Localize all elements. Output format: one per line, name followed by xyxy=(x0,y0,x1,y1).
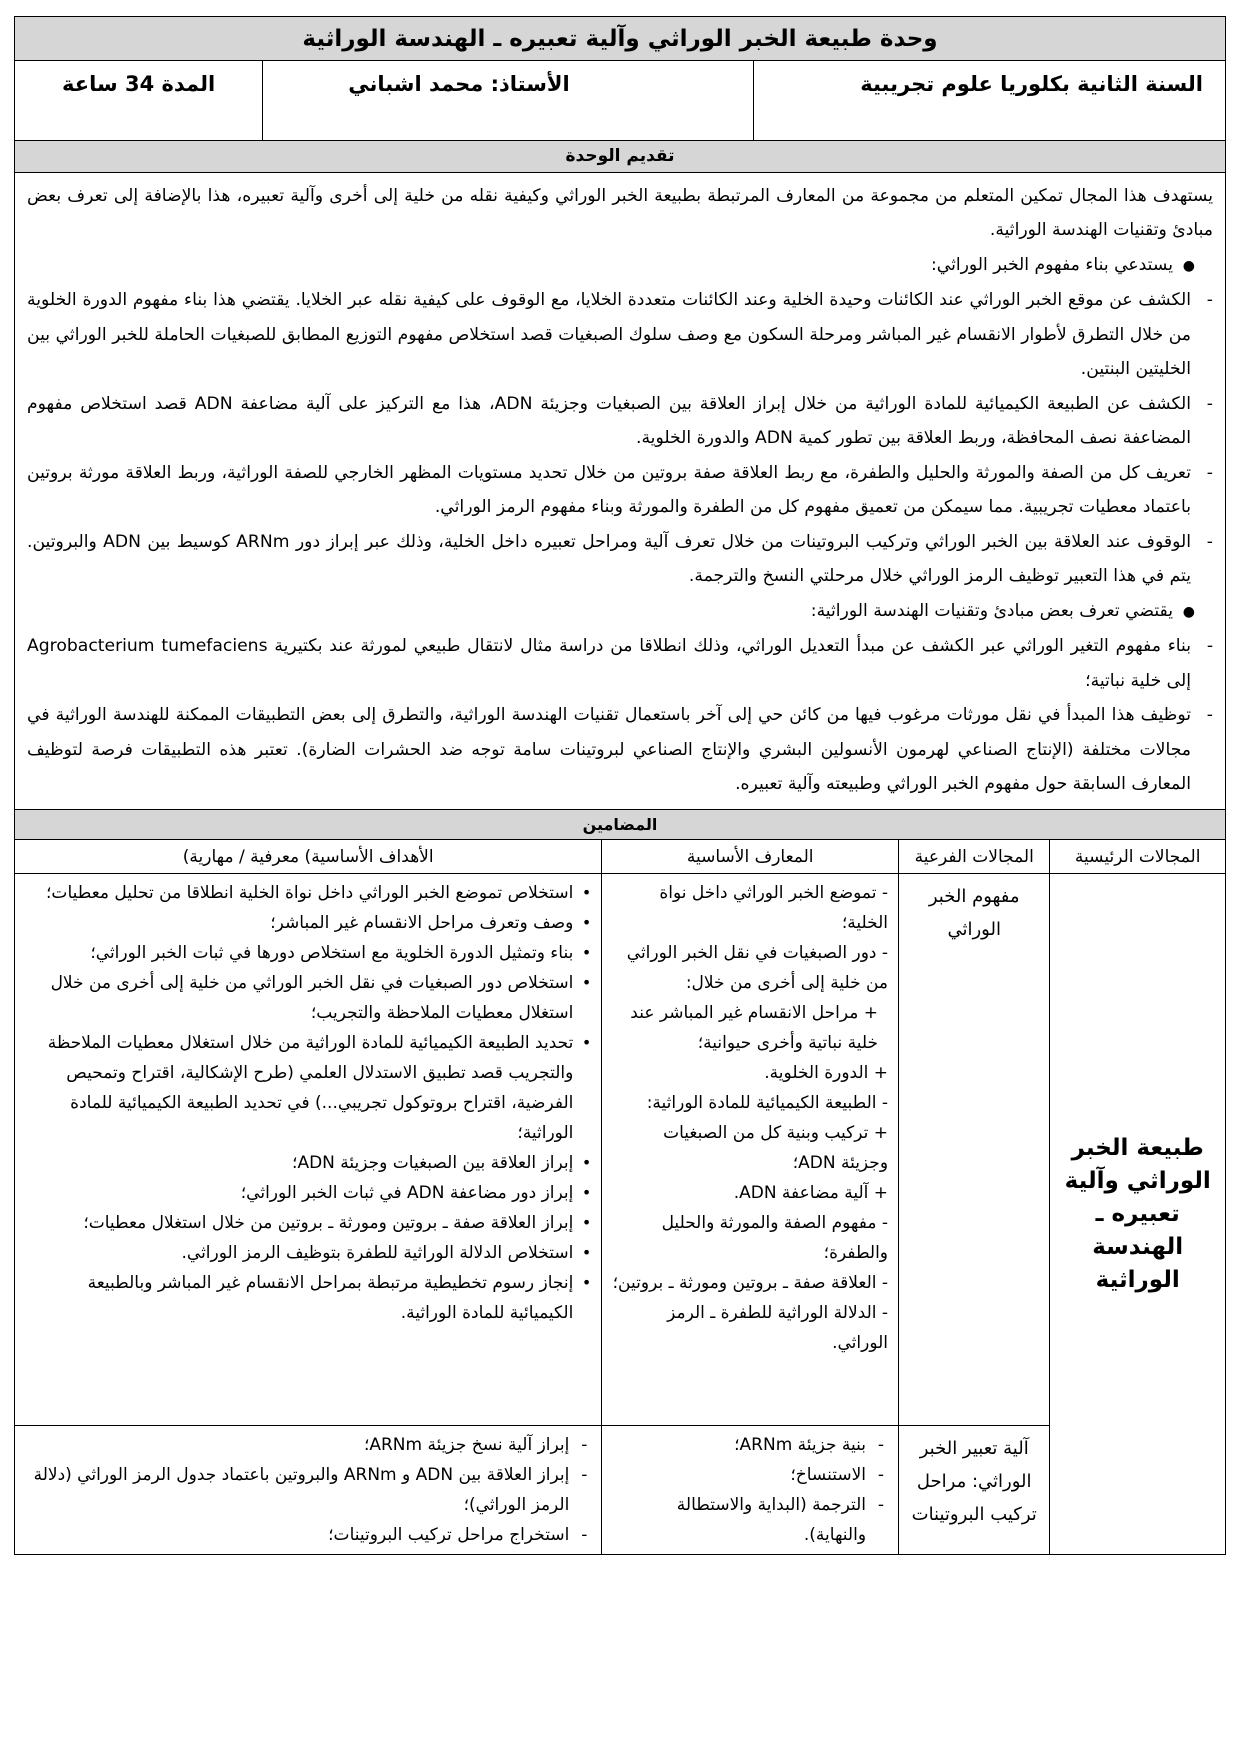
intro-item: -توظيف هذا المبدأ في نقل مورثات مرغوب فيها من كائن حي إلى آخر باستعمال تقنيات الهندسة الوراثية، والتطرق إلى بعض التطبيقات الممكنة للهندسة الوراثية في مجالات مختلفة (الإنتاج الصناعي لهرمون الأنسولين البشري والإنتاج الصناعي لبروتينات سامة توجه ضد الحشرات الضارة). تعتبر هذه التطبيقات فرصة لتوظيف المعارف السابقة حول مفهوم الخبر الوراثي وطبيعته وآلية تعبيره. xyxy=(27,705,1213,794)
knowledge-item: - مفهوم الصفة والمورثة والحليل والطفرة؛ xyxy=(661,1213,889,1263)
contents-heading: المضامين xyxy=(15,810,1226,840)
intro-bullet: ●يقتضي تعرف بعض مبادئ وتقنيات الهندسة الوراثية: xyxy=(810,600,1195,621)
knowledge-item: - دور الصبغيات في نقل الخبر الوراثي من خلية إلى أخرى من خلال: xyxy=(626,943,889,993)
column-header: المجالات الفرعية xyxy=(899,840,1050,874)
knowledge-item: - الطبيعة الكيميائية للمادة الوراثية: xyxy=(646,1093,889,1113)
objectives-list xyxy=(25,1430,591,1550)
intro-item: -بناء مفهوم التغير الوراثي عبر الكشف عن مبدأ التعديل الوراثي، وذلك انطلاقا من دراسة مثال لانتقال طبيعي لمورثة عند بكتيرية Agrobacterium tumefaciens إلى خلية نباتية؛ xyxy=(27,636,1214,691)
objective-item: • إبراز العلاقة صفة ـ بروتين ومورثة ـ بروتين من خلال استغلال معطيات؛ xyxy=(25,1208,591,1238)
intro-table xyxy=(14,140,1226,811)
knowledge-cell xyxy=(602,1426,899,1555)
knowledge-item: - الاستنساخ؛ xyxy=(612,1460,888,1490)
knowledge-item: + الدورة الخلوية. xyxy=(764,1063,889,1083)
intro-item: -الكشف عن موقع الخبر الوراثي عند الكائنات وحيدة الخلية وعند الكائنات متعددة الخلايا، مع الوقوف على كيفية نقله عبر الخلايا. يقتضي هذا بناء مفهوم الدورة الخلوية من خلال التطرق لأطوار الانقسام غير المباشر ومرحلة السكون مع وصف سلوك الصبغيات قصد استخلاص مفهوم التوزيع المطابق للصبغيات الحاملة للخبر الوراثي بين الخليتين البنتين. xyxy=(27,290,1213,379)
objective-item: - استخراج مراحل تركيب البروتينات؛ xyxy=(25,1520,591,1550)
objective-item: • بناء وتمثيل الدورة الخلوية مع استخلاص دورها في ثبات الخبر الوراثي؛ xyxy=(25,938,591,968)
objective-item: • إبراز دور مضاعفة ADN في ثبات الخبر الوراثي؛ xyxy=(25,1178,591,1208)
column-header: الأهداف الأساسية) معرفية / مهارية) xyxy=(15,840,602,874)
main-domain: طبيعة الخبر الوراثي وآلية تعبيره ـ الهندسة الوراثية xyxy=(1050,874,1226,1555)
knowledge-item: + تركيب وبنية كل من الصبغيات وجزيئة ADN؛ xyxy=(663,1123,889,1173)
knowledge-cell xyxy=(602,874,899,1426)
objective-item: • تحديد الطبيعة الكيميائية للمادة الوراثية من خلال استغلال معطيات الملاحظة والتجريب قصد تطبيق الاستدلال العلمي (طرح الإشكالية، اقتراح وتمحيص الفرضية، اقتراح بروتوكول تجريبي...) في تحديد الطبيعة الكيميائية للمادة الوراثية؛ xyxy=(25,1028,591,1148)
unit-title: وحدة طبيعة الخبر الوراثي وآلية تعبيره ـ الهندسة الوراثية xyxy=(15,17,1226,61)
objective-item: • استخلاص الدلالة الوراثية للطفرة بتوظيف الرمز الوراثي. xyxy=(25,1238,591,1268)
sub-domain: آلية تعبير الخبر الوراثي: مراحل تركيب البروتينات xyxy=(899,1426,1050,1555)
species-name: Agrobacterium tumefaciens xyxy=(27,636,268,656)
objective-item: • إبراز العلاقة بين الصبغيات وجزيئة ADN؛ xyxy=(25,1148,591,1178)
knowledge-item: - بنية جزيئة ARNm؛ xyxy=(612,1430,888,1460)
objective-item: • إنجاز رسوم تخطيطية مرتبطة بمراحل الانقسام غير المباشر وبالطبيعة الكيميائية للمادة الوراثية. xyxy=(25,1268,591,1328)
header-table xyxy=(14,16,1226,141)
knowledge-item: + مراحل الانقسام غير المباشر عند خلية نباتية وأخرى حيوانية؛ xyxy=(630,1003,879,1053)
objective-item: • وصف وتعرف مراحل الانقسام غير المباشر؛ xyxy=(25,908,591,938)
intro-paragraph: يستهدف هذا المجال تمكين المتعلم من مجموعة من المعارف المرتبطة بطبيعة الخبر الوراثي وكيفية نقله من خلية إلى أخرى وآلية تعبيره، هذا بالإضافة إلى تعرف بعض مبادئ وتقنيات الهندسة الوراثية. xyxy=(27,185,1213,240)
sub-domain: مفهوم الخبر الوراثي xyxy=(899,874,1050,1426)
knowledge-item: - تموضع الخبر الوراثي داخل نواة الخلية؛ xyxy=(659,883,889,933)
intro-heading: تقديم الوحدة xyxy=(15,140,1226,172)
intro-body xyxy=(15,172,1226,810)
knowledge-list xyxy=(612,1430,888,1550)
knowledge-item: - الترجمة (البداية والاستطالة والنهاية). xyxy=(612,1490,888,1550)
teacher-name: الأستاذ: محمد اشباني xyxy=(263,61,753,141)
column-header: المجالات الرئيسية xyxy=(1050,840,1226,874)
objectives-cell xyxy=(15,874,602,1426)
objective-item: - إبراز العلاقة بين ADN و ARNm والبروتين باعتماد جدول الرمز الوراثي (دلالة الرمز الوراثي)؛ xyxy=(25,1460,591,1520)
grade-level: السنة الثانية بكلوريا علوم تجريبية xyxy=(753,61,1225,141)
objective-item: - إبراز آلية نسخ جزيئة ARNm؛ xyxy=(25,1430,591,1460)
objective-item: • استخلاص دور الصبغيات في نقل الخبر الوراثي من خلية إلى أخرى من خلال استغلال معطيات الملاحظة والتجريب؛ xyxy=(25,968,591,1028)
intro-item: -الكشف عن الطبيعة الكيميائية للمادة الوراثية من خلال إبراز العلاقة بين الصبغيات وجزيئة ADN، هذا مع التركيز على آلية مضاعفة ADN قصد استخلاص مفهوم المضاعفة نصف المحافظة، وربط العلاقة بين تطور كمية ADN والدورة الخلوية. xyxy=(27,393,1213,448)
intro-item: -الوقوف عند العلاقة بين الخبر الوراثي وتركيب البروتينات من خلال تعرف آلية ومراحل تعبيره داخل الخلية، وذلك عبر إبراز دور ARNm كوسيط بين ADN والبروتين. يتم في هذا التعبير توظيف الرمز الوراثي خلال مرحلتي النسخ والترجمة. xyxy=(27,531,1213,586)
objectives-cell xyxy=(15,1426,602,1555)
contents-table xyxy=(14,809,1226,1555)
objective-item: • استخلاص تموضع الخبر الوراثي داخل نواة الخلية انطلاقا من تحليل معطيات؛ xyxy=(25,878,591,908)
column-header: المعارف الأساسية xyxy=(602,840,899,874)
unit-duration: المدة 34 ساعة xyxy=(15,61,263,141)
knowledge-item: - العلاقة صفة ـ بروتين ومورثة ـ بروتين؛ xyxy=(612,1273,889,1293)
knowledge-item: + آلية مضاعفة ADN. xyxy=(733,1183,889,1203)
intro-item: -تعريف كل من الصفة والمورثة والحليل والطفرة، مع ربط العلاقة صفة بروتين من خلال تحديد مستويات المظهر الخارجي للصفة الوراثية، وربط العلاقة مورثة بروتين باعتماد معطيات تجريبية. مما سيمكن من تعميق مفهوم كل من الطفرة والمورثة وبناء مفهوم الرمز الوراثي. xyxy=(27,462,1213,517)
document-page xyxy=(14,16,1226,1555)
objectives-list xyxy=(25,878,591,1328)
knowledge-item: - الدلالة الوراثية للطفرة ـ الرمز الوراثي. xyxy=(667,1303,889,1353)
intro-bullet: ●يستدعي بناء مفهوم الخبر الوراثي: xyxy=(930,254,1195,275)
